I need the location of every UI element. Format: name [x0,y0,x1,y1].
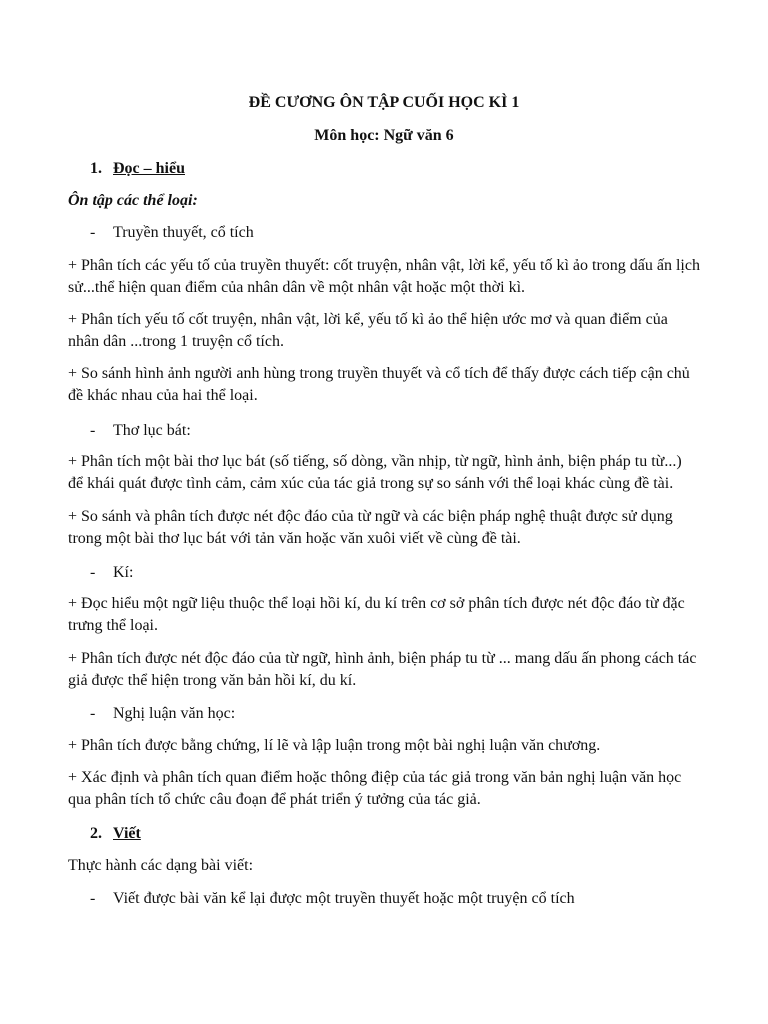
bullet-dash: - [90,890,96,907]
genre-2-bullet [90,421,191,441]
genre-2-label: Thơ lục bát: [113,422,191,439]
genre-1-item-3: + So sánh hình ảnh người anh hùng trong truyền thuyết và cổ tích để thấy được cách tiếp cận chủ đề khác nhau của hai thể loại. [68,365,690,404]
genre-4-item-2: + Xác định và phân tích quan điểm hoặc thông điệp của tác giả trong văn bản nghị luận văn học qua phân tích tổ chức câu đoạn để phát triển ý tưởng của tác giả. [68,769,682,808]
genre-1-item-2: + Phân tích yếu tố cốt truyện, nhân vật, lời kể, yếu tố kì ảo thể hiện ước mơ và quan điểm của nhân dân ...trong 1 truyện cổ tích. [68,311,668,350]
genre-1-label: Truyền thuyết, cổ tích [113,224,254,241]
bullet-dash: - [90,564,96,581]
genre-1-item-1: + Phân tích các yếu tố của truyền thuyết: cốt truyện, nhân vật, lời kể, yếu tố kì ảo trong dấu ấn lịch sử...thể hiện quan điểm của nhân dân về một nhân vật hoặc một thời kì. [68,257,700,296]
genre-4-item-1: + Phân tích được bằng chứng, lí lẽ và lập luận trong một bài nghị luận văn chương. [68,737,601,754]
section-1-heading [90,159,185,179]
genre-3-item-1: + Đọc hiểu một ngữ liệu thuộc thể loại hồi kí, du kí trên cơ sở phân tích được nét độc đáo từ đặc trưng thể loại. [68,595,685,634]
section-2-number: 2. [90,825,102,842]
genre-4-label: Nghị luận văn học: [113,705,236,722]
section-1-title: Đọc – hiểu [113,160,185,177]
document-title: ĐỀ CƯƠNG ÔN TẬP CUỐI HỌC KÌ 1 [248,94,520,111]
writing-bullet [90,889,575,909]
bullet-dash: - [90,422,96,439]
section-2-title: Viết [113,825,141,842]
genre-1-bullet [90,223,254,243]
writing-item: Viết được bài văn kể lại được một truyền thuyết hoặc một truyện cổ tích [113,890,575,907]
practice-label: Thực hành các dạng bài viết: [68,857,254,874]
genre-4-bullet [90,704,235,724]
genre-3-item-2: + Phân tích được nét độc đáo của từ ngữ, hình ảnh, biện pháp tu từ ... mang dấu ấn phong cách tác giả được thể hiện trong văn bản hồi kí, du kí. [68,650,697,689]
genre-2-item-1: + Phân tích một bài thơ lục bát (số tiếng, số dòng, vần nhịp, từ ngữ, hình ảnh, biện pháp tu từ...) để khái quát được tình cảm, cảm xúc của tác giả trong sự so sánh với thể loại khác cùng đề tài. [68,453,682,492]
subject-title: Môn học: Ngữ văn 6 [314,127,454,144]
bullet-dash: - [90,705,96,722]
section-2-heading [90,824,141,844]
genre-3-label: Kí: [113,564,134,581]
genre-3-bullet [90,563,133,583]
review-label: Ôn tập các thể loại: [68,192,198,209]
section-1-number: 1. [90,160,102,177]
bullet-dash: - [90,224,96,241]
genre-2-item-2: + So sánh và phân tích được nét độc đáo của từ ngữ và các biện pháp nghệ thuật được sử dụng trong một bài thơ lục bát với tản văn hoặc văn xuôi viết về cùng đề tài. [68,508,673,547]
